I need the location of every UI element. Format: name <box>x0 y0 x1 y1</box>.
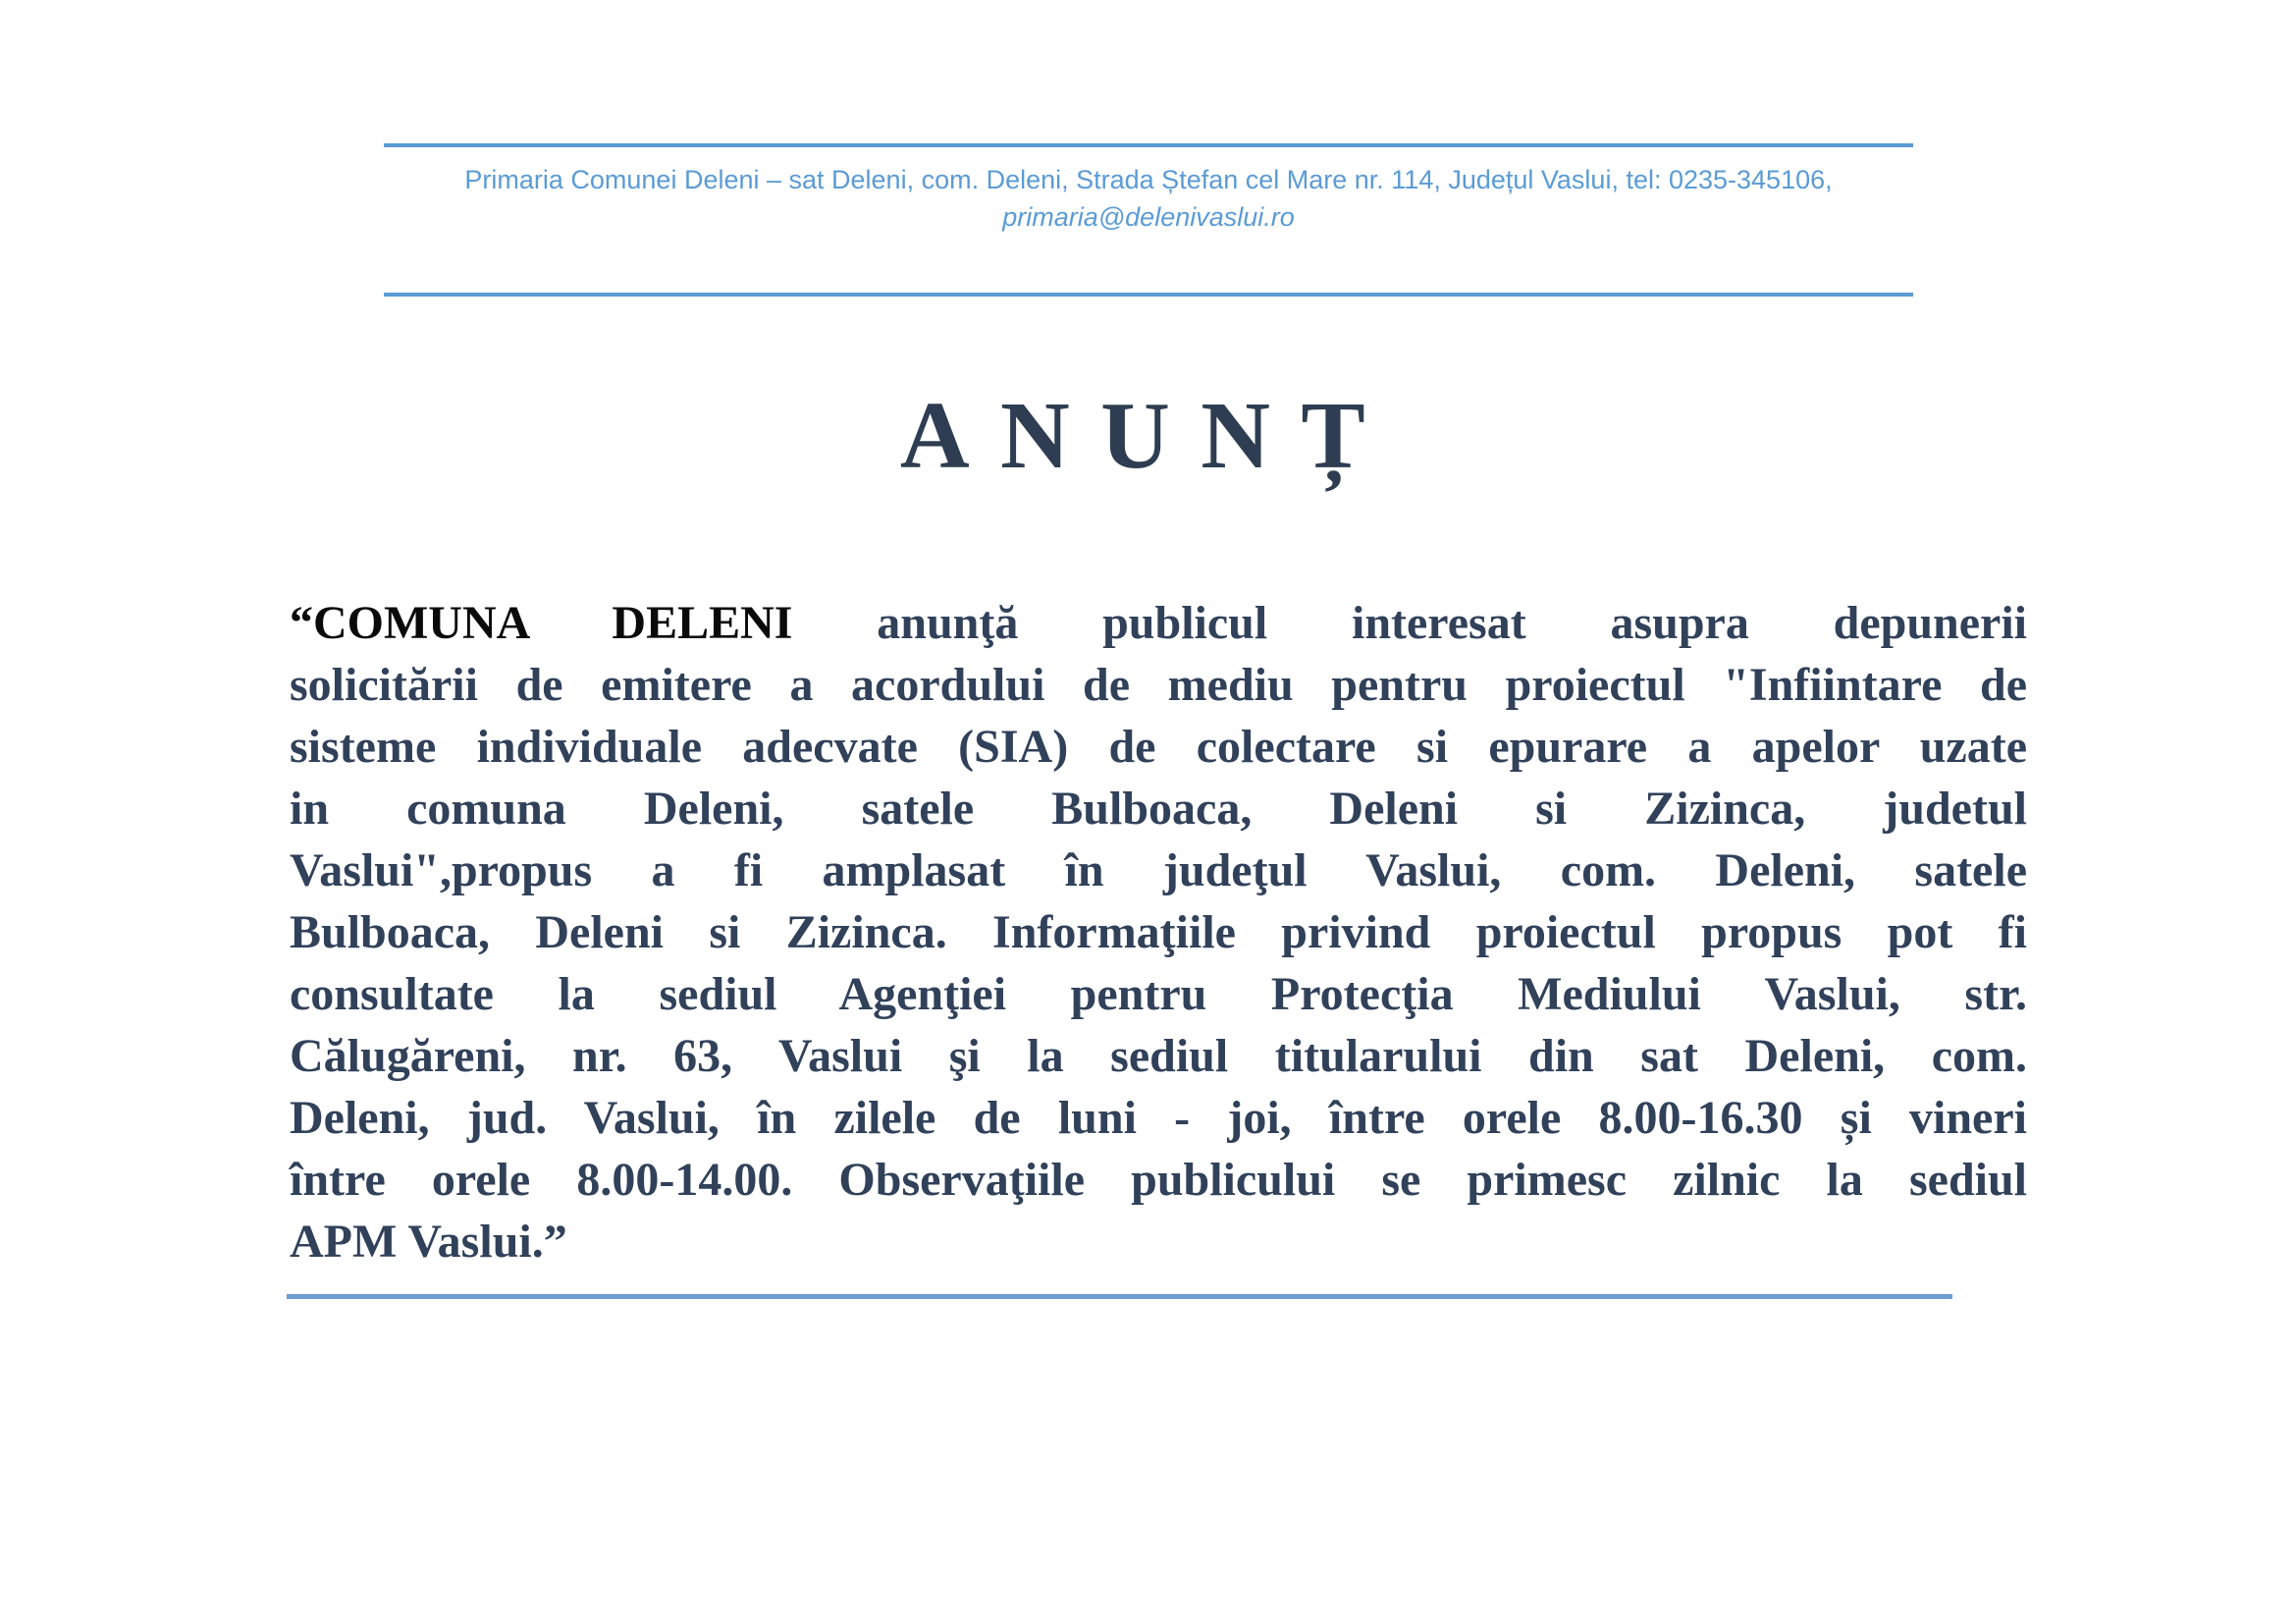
body-line: solicitării de emitere a acordului de mediu pentru proiectul "Infiintare de <box>290 659 2027 711</box>
letterhead <box>384 143 1913 297</box>
body-lead-text: “COMUNA DELENI <box>290 597 793 649</box>
letterhead-top-rule <box>384 143 1913 147</box>
body-line: sisteme individuale adecvate (SIA) de colectare si epurare a apelor uzate <box>290 721 2027 773</box>
body-line: APM Vaslui.” <box>290 1216 567 1268</box>
body-line: între orele 8.00-14.00. Observaţiile publicului se primesc zilnic la sediul <box>290 1154 2027 1206</box>
body-line: Călugăreni, nr. 63, Vaslui şi la sediul titularului din sat Deleni, com. <box>290 1030 2027 1082</box>
body-line: Vaslui",propus a fi amplasat în judeţul Vaslui, com. Deleni, satele <box>290 844 2027 896</box>
page-title: ANUNȚ <box>899 383 1397 489</box>
body-line: consultate la sediul Agenţiei pentru Protecţia Mediului Vaslui, str. <box>290 968 2027 1020</box>
announcement-paragraph <box>290 592 2027 1272</box>
body-line-first-rest: anunţă publicul interesat asupra depunerii <box>792 597 2027 649</box>
body-line-first <box>290 592 2027 654</box>
letterhead-text <box>384 161 1913 236</box>
body-line: Deleni, jud. Vaslui, în zilele de luni - joi, între orele 8.00-16.30 și vineri <box>290 1092 2027 1144</box>
letterhead-bottom-rule <box>384 293 1913 297</box>
closing-rule <box>287 1294 1952 1299</box>
letterhead-address: Primaria Comunei Deleni – sat Deleni, com. Deleni, Strada Ștefan cel Mare nr. 114, Județul Vaslui, tel: 0235-345106, <box>464 165 1833 194</box>
body-line: in comuna Deleni, satele Bulboaca, Deleni si Zizinca, judetul <box>290 783 2027 835</box>
body-line: Bulboaca, Deleni si Zizinca. Informaţiile privind proiectul propus pot fi <box>290 906 2027 958</box>
letterhead-email: primaria@delenivaslui.ro <box>1002 202 1295 232</box>
